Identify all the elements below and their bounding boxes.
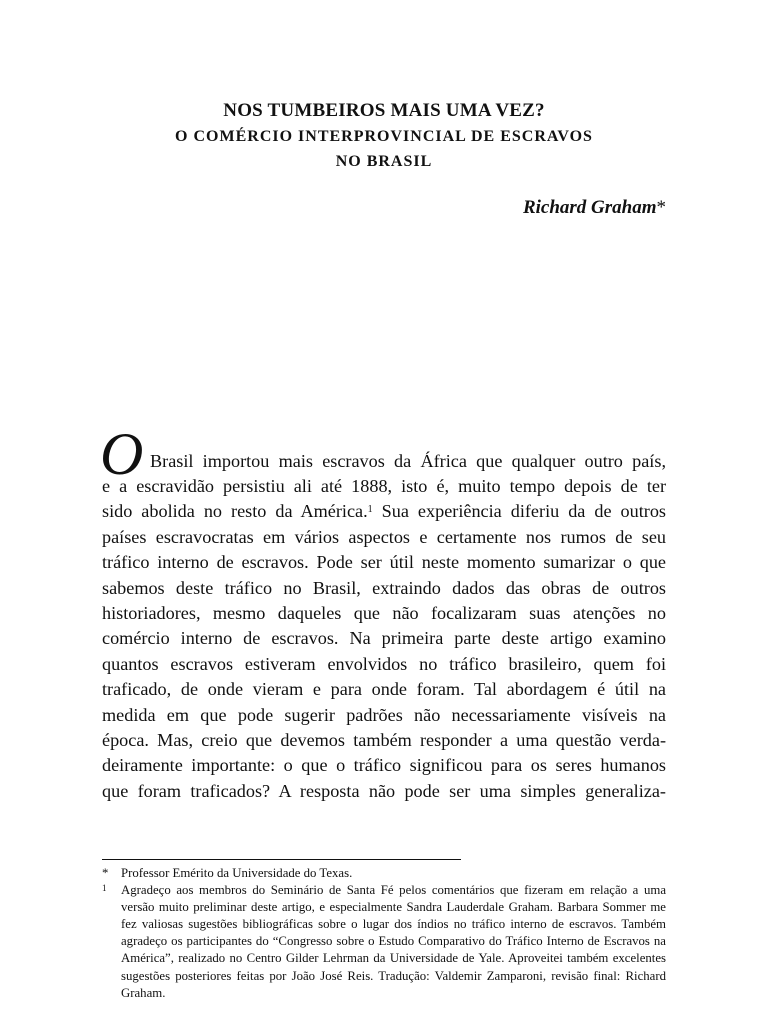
footnote-divider	[102, 859, 461, 860]
footnote-ref-1: 1	[367, 504, 373, 516]
footnote-mark-1: 1	[102, 883, 107, 894]
body-line-3	[102, 499, 666, 524]
body-line-3-tail: Sua experiência diferiu da de outros	[372, 501, 666, 522]
author-byline	[523, 197, 666, 219]
body-line-11: medida em que pode sugerir padrões não necessariamente visíveis na	[102, 704, 666, 725]
footnote-text: Professor Emérito da Universidade do Texas.	[121, 866, 353, 880]
body-line-12: época. Mas, creio que devemos também responder a uma questão verda-	[102, 730, 666, 751]
footnote-1	[102, 882, 666, 1002]
title-line-3: NO BRASIL	[335, 153, 433, 170]
body-line-3-text: sido abolida no resto da América.	[102, 501, 368, 522]
author-name: Richard Graham	[522, 197, 657, 218]
body-line-7: historiadores, mesmo daqueles que não focalizaram suas atenções no	[102, 603, 666, 624]
body-line-14: que foram traficados? A resposta não pode ser uma simples generaliza-	[102, 780, 666, 801]
body-line-9: quantos escravos estiveram envolvidos no tráfico brasileiro, quem foi	[102, 653, 666, 674]
article-title	[102, 98, 666, 174]
body-line-1: Brasil importou mais escravos da África que qualquer outro país,	[150, 450, 666, 471]
body-line-5: tráfico interno de escravos. Pode ser útil neste momento sumarizar o que	[102, 552, 666, 573]
footnote-mark-star: *	[102, 866, 109, 880]
body-line-4: países escravocratas em vários aspectos e certamente nos rumos de seu	[102, 526, 666, 547]
footnotes	[102, 865, 666, 1002]
body-paragraph	[100, 421, 666, 804]
body-line-10: traficado, de onde vieram e para onde foram. Tal abordagem é útil na	[102, 679, 666, 700]
title-line-1: NOS TUMBEIROS MAIS UMA VEZ?	[223, 100, 545, 121]
body-line-13: deiramente importante: o que o tráfico significou para os seres humanos	[102, 755, 666, 776]
body-line-6: sabemos deste tráfico no Brasil, extraindo dados das obras de outros	[102, 577, 666, 598]
title-line-2: O COMÉRCIO INTERPROVINCIAL DE ESCRAVOS	[175, 128, 593, 145]
body-line-2: e a escravidão persistiu ali até 1888, isto é, muito tempo depois de ter	[102, 476, 666, 496]
drop-cap: O	[100, 421, 144, 487]
footnote-text: Agradeço aos membros do Seminário de Santa Fé pelos comentários que fizeram em relação a uma versão muito preliminar deste artigo, e especialmente Sandra Lauderdale Graham. Barbara Sommer me fez valiosas sugestões bibliográficas sobre o lugar dos índios no tráfico interno de escravos. Também agradeço os participantes do “Congresso sobre o Estudo Comparativo do Tráfico Interno de Escravos na América”, realizado no Centro Gilder Lehrman da Universidade de Yale. Aproveitei também excelentes sugestões posteriores feitas por João José Reis. Tradução: Valdemir Zamparoni, revisão final: Richard Graham.	[121, 883, 666, 1000]
footnote-author	[102, 865, 666, 882]
author-footnote-mark: *	[656, 197, 666, 218]
body-line-8: comércio interno de escravos. Na primeira parte deste artigo examino	[102, 628, 666, 649]
